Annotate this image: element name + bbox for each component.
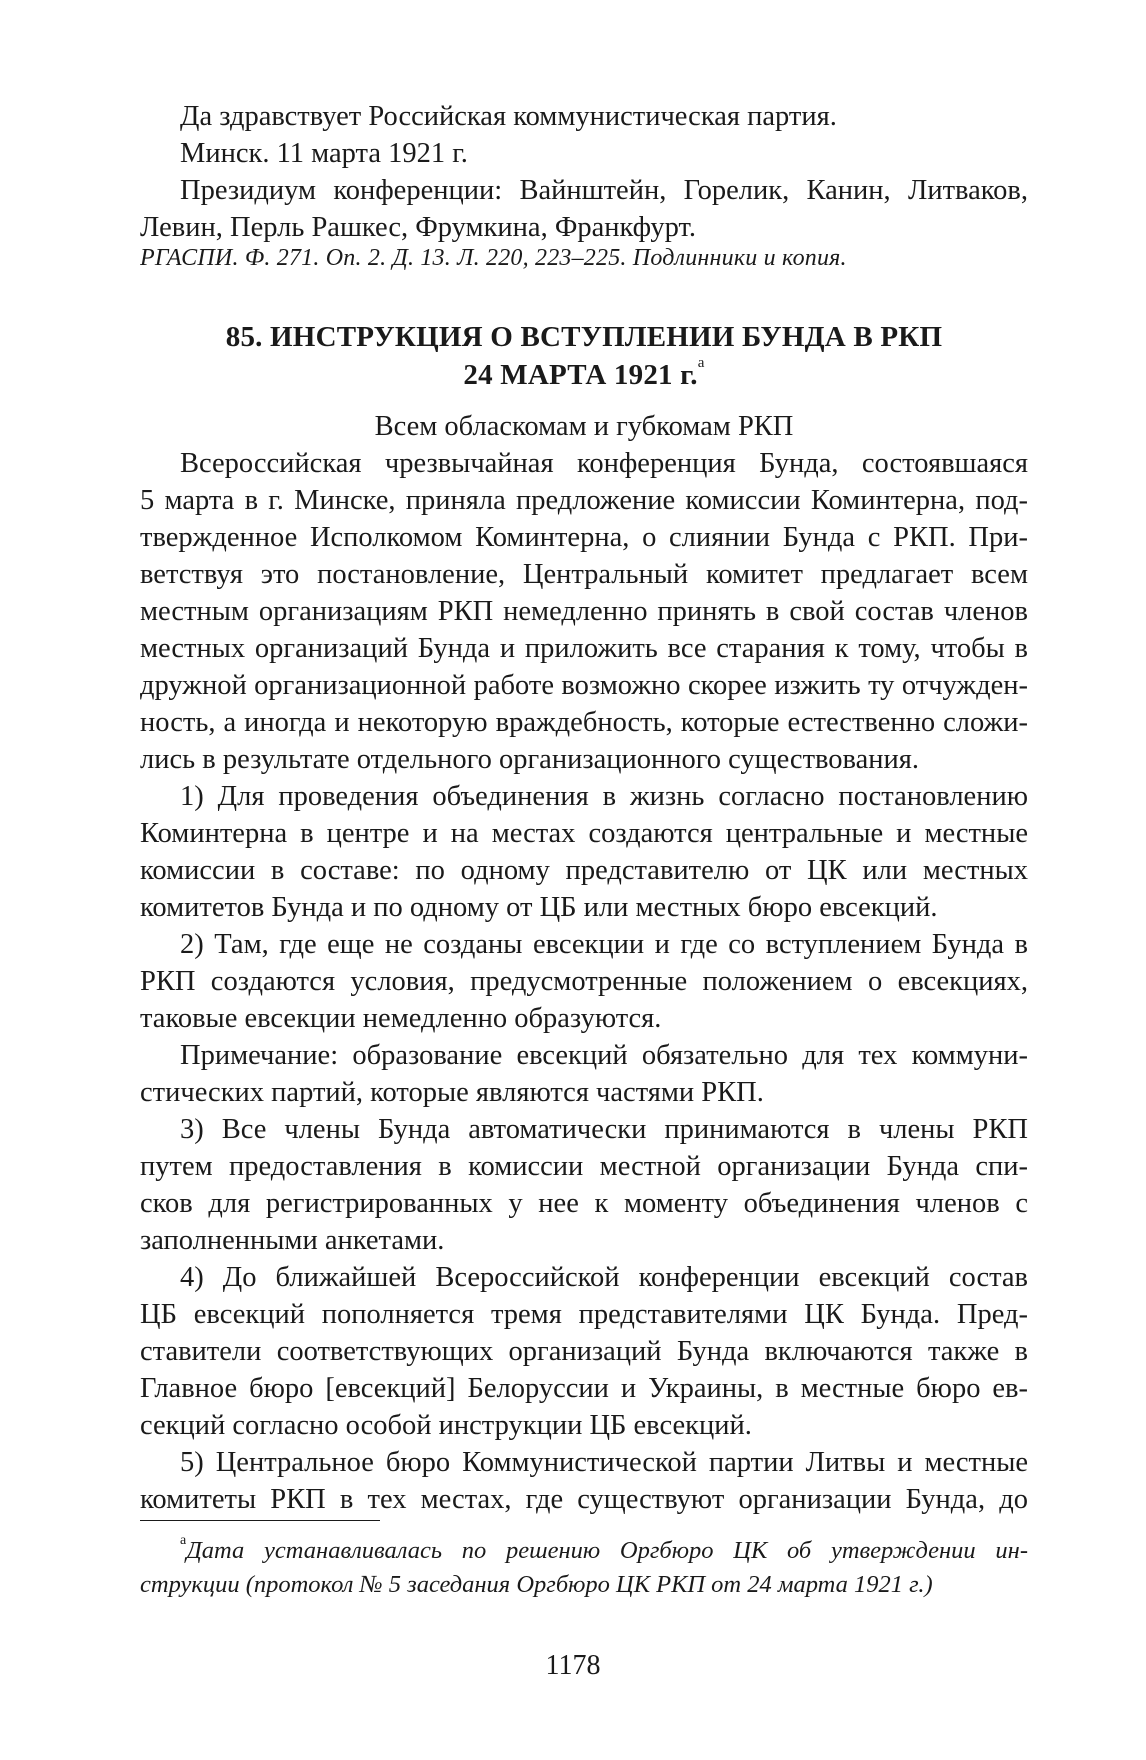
- body-text: [140, 445, 1028, 1518]
- paragraph-note: [140, 1037, 1028, 1111]
- paragraph-point-4: [140, 1259, 1028, 1444]
- text-line: Примечание: образование евсекций обязательно для тех коммуни-: [180, 1040, 1028, 1071]
- text-line: 3) Все члены Бунда автоматически принимаются в члены РКП: [180, 1114, 1028, 1145]
- paragraph-point-5: [140, 1444, 1028, 1518]
- text-line: Главное бюро [евсекций] Белоруссии и Украины, в местные бюро ев-: [140, 1373, 1028, 1404]
- text-line: 4) До ближайшей Всероссийской конференции евсекций состав: [180, 1262, 1028, 1293]
- footnote-mark: а: [180, 1534, 187, 1548]
- text-line: таковые евсекции немедленно образуются.: [140, 1003, 662, 1034]
- paragraph-point-1: [140, 778, 1028, 926]
- document-heading: [140, 318, 1028, 394]
- text-line: 5) Центральное бюро Коммунистической партии Литвы и местные: [180, 1447, 1028, 1478]
- text-line: ставители соответствующих организаций Бунда включаются также в: [140, 1336, 1028, 1367]
- footnote-text: Дата устанавливалась по решению Оргбюро ЦК об утверждении ин-: [186, 1537, 1028, 1564]
- presidium-line-cont: Левин, Перль Рашкес, Фрумкина, Франкфурт.: [140, 212, 696, 243]
- text-line: твержденное Исполкомом Коминтерна, о слиянии Бунда с РКП. При-: [140, 522, 1028, 553]
- text-line: путем предоставления в комиссии местной организации Бунда спи-: [140, 1151, 1028, 1182]
- place-date-line: Минск. 11 марта 1921 г.: [180, 138, 468, 169]
- footnote-line-cont: струкции (протокол № 5 заседания Оргбюро ЦК РКП от 24 марта 1921 г.): [140, 1571, 933, 1598]
- text-line: стических партий, которые являются частями РКП.: [140, 1077, 764, 1108]
- text-line: заполненными анкетами.: [140, 1225, 445, 1256]
- page-number: 1178: [545, 1650, 601, 1681]
- closing-line: Да здравствует Российская коммунистическая партия.: [180, 101, 837, 132]
- text-line: дружной организационной работе возможно скорее изжить ту отчужден-: [140, 670, 1028, 701]
- text-line: 5 марта в г. Минске, приняла предложение комиссии Коминтерна, под-: [140, 485, 1028, 516]
- text-line: местных организаций Бунда и приложить все старания к тому, чтобы в: [140, 633, 1028, 664]
- footnote: [140, 1534, 1028, 1602]
- text-line: 1) Для проведения объединения в жизнь согласно постановлению: [180, 781, 1028, 812]
- text-line: комиссии в составе: по одному представителю от ЦК или местных: [140, 855, 1028, 886]
- paragraph-point-2: [140, 926, 1028, 1037]
- archive-source: РГАСПИ. Ф. 271. Оп. 2. Д. 13. Л. 220, 223–225. Подлинники и копия.: [140, 245, 847, 271]
- heading-line-1: 85. ИНСТРУКЦИЯ О ВСТУПЛЕНИИ БУНДА В РКП: [225, 321, 943, 353]
- text-line: сков для регистрированных у нее к моменту объединения членов с: [140, 1188, 1028, 1219]
- text-line: 2) Там, где еще не созданы евсекции и где со вступлением Бунда в: [180, 929, 1028, 960]
- text-line: ность, а иногда и некоторую враждебность, которые естественно сложи-: [140, 707, 1028, 738]
- addressee: Всем обласкомам и губкомам РКП: [374, 411, 794, 442]
- paragraph-point-3: [140, 1111, 1028, 1259]
- paragraph-intro: [140, 445, 1028, 778]
- presidium-line: Президиум конференции: Вайнштейн, Горелик, Канин, Литваков,: [180, 175, 1028, 206]
- footnote-reference: а: [697, 355, 705, 371]
- text-line: ветствуя это постановление, Центральный комитет предлагает всем: [140, 559, 1028, 590]
- closing-block: [140, 98, 1028, 246]
- text-line: лись в результате отдельного организационного существования.: [140, 744, 920, 775]
- text-line: комитеты РКП в тех местах, где существуют организации Бунда, до: [140, 1484, 1028, 1515]
- text-line: ЦБ евсекций пополняется тремя представителями ЦК Бунда. Пред-: [140, 1299, 1028, 1330]
- text-line: РКП создаются условия, предусмотренные положением о евсекциях,: [140, 966, 1028, 997]
- text-line: Всероссийская чрезвычайная конференция Бунда, состоявшаяся: [180, 448, 1028, 479]
- text-line: комитетов Бунда и по одному от ЦБ или местных бюро евсекций.: [140, 892, 938, 923]
- footnote-divider: [140, 1520, 380, 1521]
- heading-line-2: [140, 356, 1028, 394]
- text-line: секций согласно особой инструкции ЦБ евсекций.: [140, 1410, 752, 1441]
- text-line: Коминтерна в центре и на местах создаются центральные и местные: [140, 818, 1028, 849]
- heading-date: 24 МАРТА 1921 г.: [463, 359, 698, 391]
- text-line: местным организациям РКП немедленно принять в свой состав членов: [140, 596, 1028, 627]
- footnote-line: [140, 1534, 1028, 1568]
